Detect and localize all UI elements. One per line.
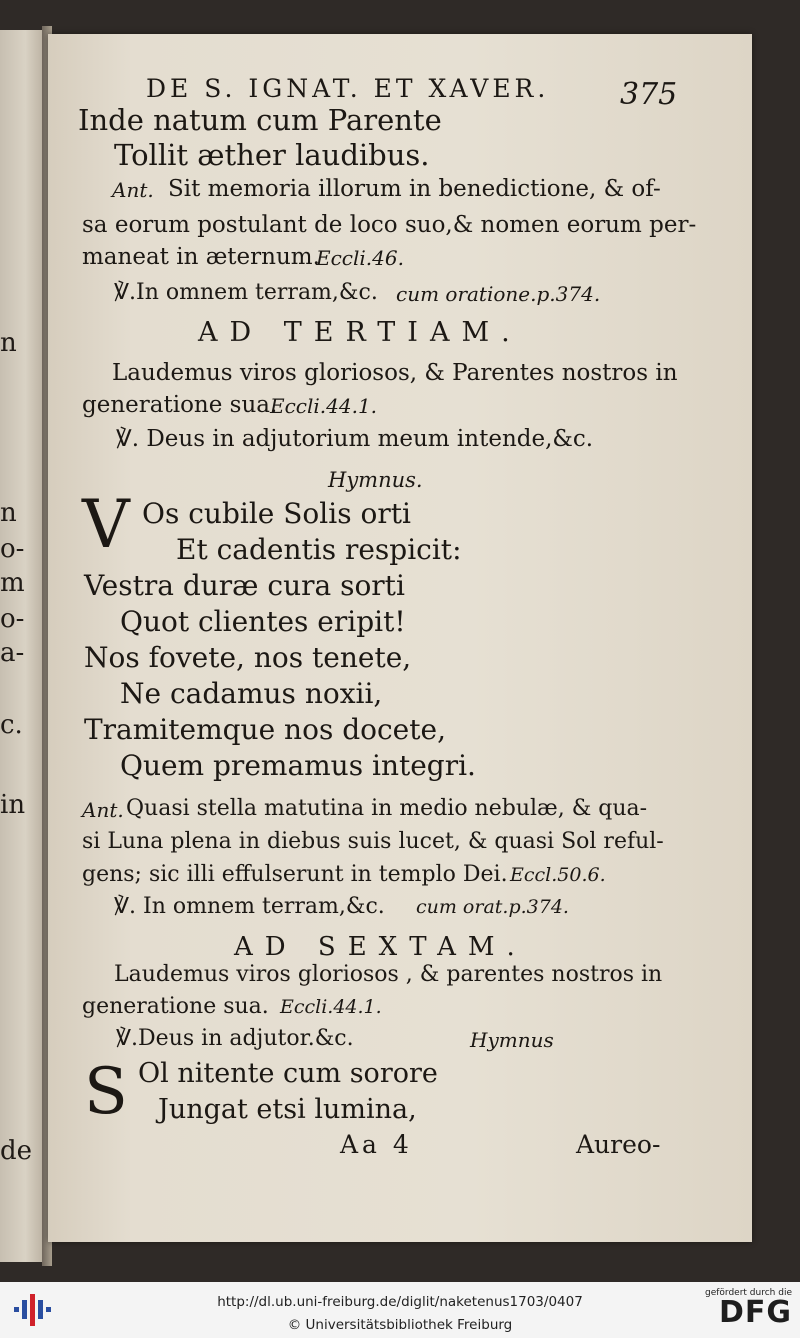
left-fragment: de xyxy=(0,1136,33,1166)
left-fragment: n xyxy=(0,328,17,358)
permalink[interactable]: http://dl.ub.uni-freiburg.de/diglit/naketenus1703/0407 xyxy=(217,1294,583,1310)
antiphon-label: Ant. xyxy=(82,798,124,822)
citation: cum orat.p.374. xyxy=(416,896,569,918)
signature-mark: Aa 4 xyxy=(340,1130,413,1159)
left-fragment: a- xyxy=(0,638,25,668)
drop-cap: V xyxy=(82,486,130,563)
left-page-edge xyxy=(0,30,46,1262)
hymn-line: Quot clientes eripit! xyxy=(120,605,406,638)
left-fragment: in xyxy=(0,790,26,820)
text-line: generatione sua. xyxy=(82,994,269,1019)
text-line: Quasi stella matutina in medio nebulæ, & qua- xyxy=(126,796,648,821)
text-line: generatione sua. xyxy=(82,392,278,418)
viewer-footer xyxy=(0,1282,800,1338)
versicle-line: ℣.Deus in adjutor.&c. xyxy=(116,1026,354,1051)
copyright-notice: © Universitätsbibliothek Freiburg xyxy=(287,1317,513,1333)
text-line: Tollit æther laudibus. xyxy=(114,138,430,172)
versicle-line: ℣. In omnem terram,&c. xyxy=(114,894,385,919)
text-line: Sit memoria illorum in benedictione, & of- xyxy=(168,176,661,202)
left-fragment: c. xyxy=(0,710,23,740)
running-head: DE S. IGNAT. ET XAVER. xyxy=(146,74,550,103)
hymn-line: Et cadentis respicit: xyxy=(176,533,462,566)
antiphon-label: Ant. xyxy=(112,178,154,202)
left-fragment: m xyxy=(0,568,25,598)
text-line: sa eorum postulant de loco suo,& nomen eorum per- xyxy=(82,212,697,238)
text-line: maneat in æternum. xyxy=(82,244,320,270)
versicle-line: ℣.In omnem terram,&c. xyxy=(114,280,378,305)
citation: Eccli.44.1. xyxy=(270,394,378,418)
citation: Eccli.46. xyxy=(316,246,404,270)
book-page xyxy=(48,34,752,1242)
hymn-label: Hymnus. xyxy=(328,468,423,492)
text-line: si Luna plena in diebus suis lucet, & quasi Sol reful- xyxy=(82,829,664,854)
hymn-line: Tramitemque nos docete, xyxy=(84,713,446,746)
citation: cum oratione.p.374. xyxy=(396,282,601,306)
dfg-logo xyxy=(702,1288,792,1334)
catchword: Aureo- xyxy=(576,1130,661,1159)
hymn-line: Vestra duræ cura sorti xyxy=(84,569,405,602)
hymn-line: Os cubile Solis orti xyxy=(142,497,411,530)
funder-logo-text: DFG xyxy=(718,1295,792,1330)
text-line: Inde natum cum Parente xyxy=(78,103,442,137)
citation: Eccl.50.6. xyxy=(510,864,606,886)
drop-cap: S xyxy=(84,1055,128,1129)
funding-note: gefördert durch die xyxy=(705,1288,792,1298)
hymn-line: Jungat etsi lumina, xyxy=(158,1094,417,1125)
page-number: 375 xyxy=(620,77,678,112)
text-line: Laudemus viros gloriosos, & Parentes nostros in xyxy=(112,360,678,386)
hymn-line: Ol nitente cum sorore xyxy=(138,1058,438,1089)
hymn-line: Ne cadamus noxii, xyxy=(120,677,383,710)
hymn-label: Hymnus xyxy=(470,1028,554,1052)
citation: Eccli.44.1. xyxy=(280,996,382,1018)
section-heading: AD SEXTAM. xyxy=(234,932,527,962)
left-fragment: o- xyxy=(0,534,25,564)
text-line: Laudemus viros gloriosos , & parentes nostros in xyxy=(114,962,663,987)
left-fragment: n xyxy=(0,498,17,528)
hymn-line: Nos fovete, nos tenete, xyxy=(84,641,412,674)
versicle-line: ℣. Deus in adjutorium meum intende,&c. xyxy=(116,426,594,452)
text-line: gens; sic illi effulserunt in templo Dei. xyxy=(82,862,508,887)
section-heading: AD TERTIAM. xyxy=(198,317,522,348)
left-fragment: o- xyxy=(0,604,25,634)
hymn-line: Quem premamus integri. xyxy=(120,749,476,782)
